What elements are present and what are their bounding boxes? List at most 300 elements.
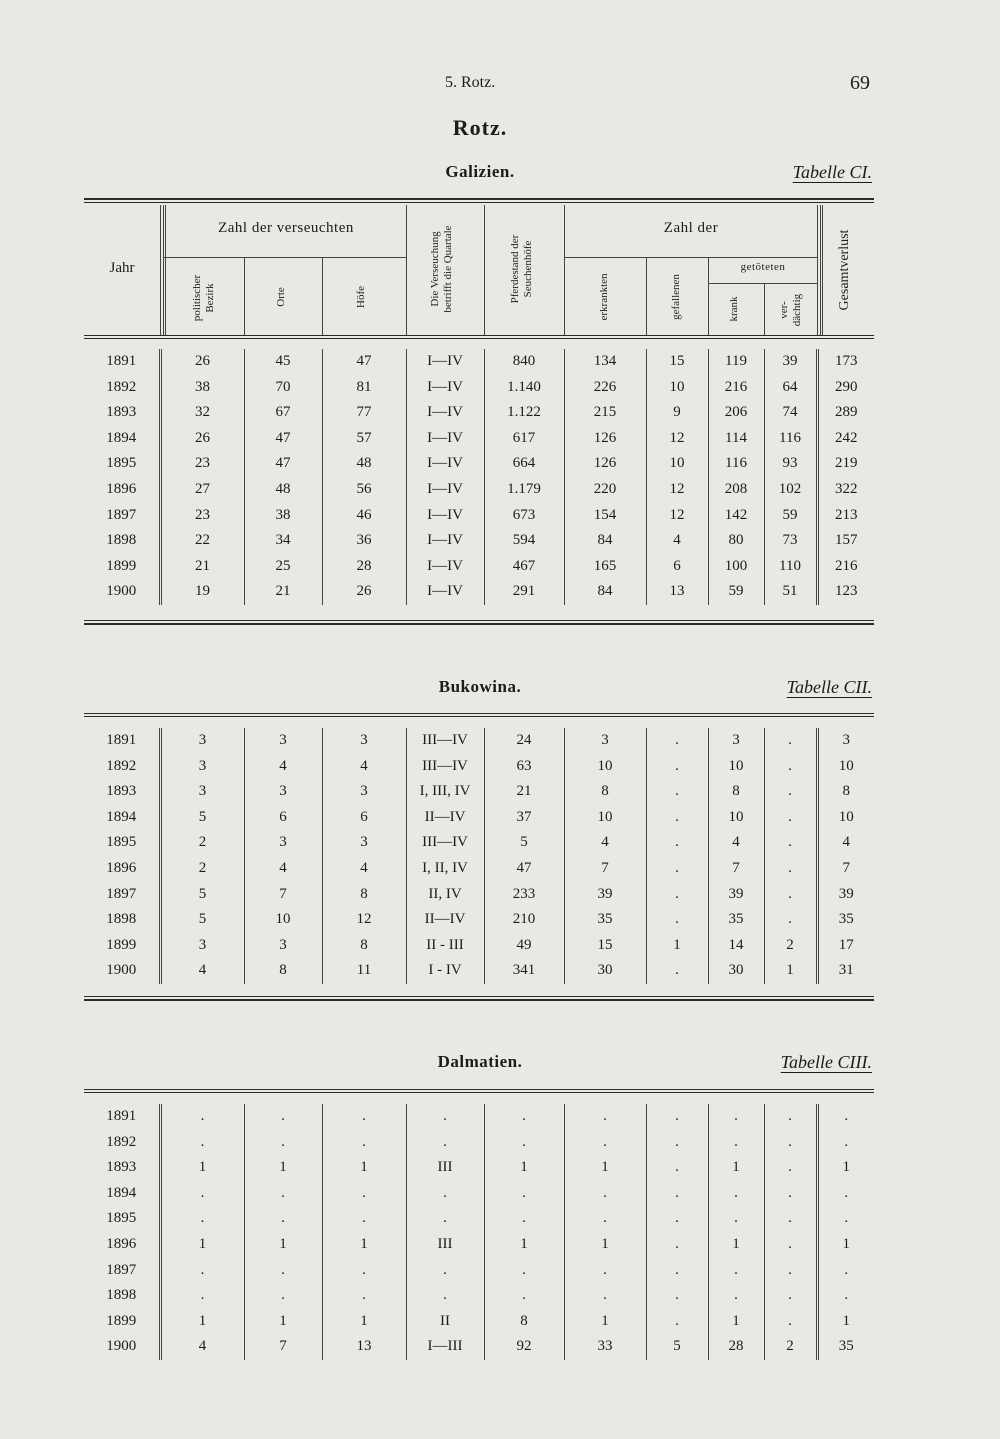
table-cell: . — [322, 1206, 406, 1232]
table-cell: 35 — [817, 1334, 874, 1360]
table-cell: 291 — [484, 579, 564, 605]
table-cell: 1899 — [106, 1312, 137, 1329]
table-cell: 36 — [322, 528, 406, 554]
table-cell: . — [764, 1104, 817, 1130]
table-cell: 617 — [484, 426, 564, 452]
table-cell: 100 — [708, 554, 764, 580]
table-cell: 21 — [160, 554, 244, 580]
table-cell: 2 — [764, 933, 817, 959]
table-cell: . — [244, 1206, 322, 1232]
table-cell: 1 — [322, 1155, 406, 1181]
table-cell: 1 — [160, 1155, 244, 1181]
table-cell: 1897 — [106, 885, 137, 902]
table-cell: . — [646, 754, 708, 780]
table-cell: . — [244, 1258, 322, 1284]
main-title: Rotz. — [452, 115, 508, 140]
col-gesamtverlust: Gesamtverlust — [837, 229, 852, 311]
table-cell: . — [817, 1181, 874, 1207]
table-cell: . — [764, 1258, 817, 1284]
table-row — [84, 1232, 874, 1258]
table-cell: . — [322, 1181, 406, 1207]
table-cell: 206 — [708, 400, 764, 426]
table-cell: 8 — [708, 779, 764, 805]
table-cell: . — [646, 1130, 708, 1156]
table-cell: III—IV — [406, 754, 484, 780]
table-label: Tabelle CI. — [792, 162, 872, 182]
table-cell: 1893 — [106, 783, 137, 800]
table-cell: 4 — [160, 958, 244, 984]
rule — [84, 996, 874, 997]
table-cell: . — [244, 1104, 322, 1130]
table-row — [84, 451, 874, 477]
table-cell: 1899 — [106, 557, 137, 574]
table-cell: 4 — [322, 754, 406, 780]
table-cell: 26 — [322, 579, 406, 605]
table-cell: 213 — [817, 503, 874, 529]
table-cell: 39 — [708, 882, 764, 908]
table-cell: . — [817, 1258, 874, 1284]
table-cell: . — [244, 1181, 322, 1207]
table-cell: . — [406, 1258, 484, 1284]
table-cell: I—IV — [406, 579, 484, 605]
table-cell: 1891 — [106, 732, 137, 748]
table-cell: 13 — [646, 579, 708, 605]
table-cell: 12 — [646, 503, 708, 529]
table-cell: 80 — [708, 528, 764, 554]
table-cell: . — [564, 1206, 646, 1232]
rule — [84, 1089, 874, 1090]
table-cell: 11 — [322, 958, 406, 984]
table-cell: 22 — [160, 528, 244, 554]
table-cell: 10 — [244, 907, 322, 933]
table-cell: 3 — [244, 728, 322, 754]
table-cell: 173 — [817, 349, 874, 375]
table-cell: . — [322, 1104, 406, 1130]
table-row — [84, 503, 874, 529]
table-cell: 7 — [244, 1334, 322, 1360]
data-table-ci — [84, 349, 874, 605]
table-cell: 1.122 — [484, 400, 564, 426]
table-cell: 1 — [708, 1155, 764, 1181]
table-cell: . — [708, 1283, 764, 1309]
table-cell: 8 — [484, 1309, 564, 1335]
table-cell: 1894 — [106, 808, 137, 825]
table-cell: 35 — [564, 907, 646, 933]
table-cell: 220 — [564, 477, 646, 503]
table-cell: 1898 — [106, 1287, 137, 1304]
table-cell: . — [646, 856, 708, 882]
table-cell: III — [406, 1155, 484, 1181]
table-cell: 23 — [160, 503, 244, 529]
table-cell: 51 — [764, 579, 817, 605]
table-cell: II, IV — [406, 882, 484, 908]
table-cell: 673 — [484, 503, 564, 529]
table-cell: . — [322, 1283, 406, 1309]
table-cell: 47 — [244, 426, 322, 452]
table-cell: 10 — [564, 754, 646, 780]
col-hoefe: Höfe — [355, 286, 367, 308]
table-cell: I—IV — [406, 554, 484, 580]
table-cell: . — [646, 882, 708, 908]
table-cell: 4 — [564, 830, 646, 856]
table-cell: 6 — [646, 554, 708, 580]
table-cell: 3 — [160, 933, 244, 959]
table-cell: 2 — [160, 830, 244, 856]
table-cell: 15 — [646, 349, 708, 375]
table-cell: 47 — [244, 451, 322, 477]
table-cell: 116 — [764, 426, 817, 452]
table-cell: . — [764, 728, 817, 754]
table-cell: 123 — [817, 579, 874, 605]
table-cell: I, II, IV — [406, 856, 484, 882]
table-caption-ci — [0, 162, 1000, 186]
table-cell: 92 — [484, 1334, 564, 1360]
table-cell: 10 — [708, 805, 764, 831]
table-cell: . — [406, 1206, 484, 1232]
table-cell: 1900 — [106, 583, 137, 600]
table-row — [84, 830, 874, 856]
table-cell: 1891 — [106, 353, 137, 369]
table-cell: 3 — [244, 933, 322, 959]
table-cell: 1 — [564, 1232, 646, 1258]
table-cell: 39 — [564, 882, 646, 908]
table-cell: . — [646, 805, 708, 831]
table-cell: 4 — [244, 754, 322, 780]
table-cell: . — [406, 1104, 484, 1130]
table-row — [84, 1130, 874, 1156]
table-cell: 3 — [160, 754, 244, 780]
table-cell: 5 — [646, 1334, 708, 1360]
table-cell: 1897 — [106, 1261, 137, 1278]
table-cell: 56 — [322, 477, 406, 503]
table-cell: 142 — [708, 503, 764, 529]
table-cell: 26 — [160, 349, 244, 375]
table-cell: 4 — [708, 830, 764, 856]
table-cell: 216 — [817, 554, 874, 580]
table-cell: 24 — [484, 728, 564, 754]
table-cell: I—III — [406, 1334, 484, 1360]
table-cell: 30 — [708, 958, 764, 984]
table-cell: 1894 — [106, 1184, 137, 1201]
table-caption-ciii — [0, 1052, 1000, 1076]
table-cell: 73 — [764, 528, 817, 554]
rule — [84, 713, 874, 714]
table-cell: 216 — [708, 375, 764, 401]
table-cell: 1895 — [106, 1210, 137, 1227]
table-cell: 12 — [322, 907, 406, 933]
table-cell: 70 — [244, 375, 322, 401]
table-cell: 664 — [484, 451, 564, 477]
table-cell: 1892 — [106, 1133, 137, 1150]
col-orte: Orte — [275, 287, 287, 307]
table-row — [84, 1206, 874, 1232]
table-cell: 1 — [244, 1155, 322, 1181]
table-row — [84, 554, 874, 580]
table-row — [84, 375, 874, 401]
table-row — [84, 1334, 874, 1360]
table-cell: . — [646, 1181, 708, 1207]
table-row — [84, 528, 874, 554]
table-cell: 8 — [244, 958, 322, 984]
table-cell: 46 — [322, 503, 406, 529]
page-header — [0, 72, 1000, 102]
table-cell: 134 — [564, 349, 646, 375]
table-cell: . — [764, 1155, 817, 1181]
table-cell: 48 — [322, 451, 406, 477]
table-cell: 7 — [564, 856, 646, 882]
table-cell: I—IV — [406, 503, 484, 529]
table-cell: 1 — [484, 1232, 564, 1258]
rule — [84, 198, 874, 200]
table-cell: . — [484, 1206, 564, 1232]
col-politischer-bezirk: politischer Bezirk — [191, 274, 216, 322]
table-cell: 33 — [564, 1334, 646, 1360]
table-cell: 2 — [160, 856, 244, 882]
table-cell: 17 — [817, 933, 874, 959]
table-row — [84, 907, 874, 933]
table-cell: . — [322, 1130, 406, 1156]
table-cell: . — [406, 1181, 484, 1207]
table-cell: . — [708, 1181, 764, 1207]
table-cell: 1 — [244, 1309, 322, 1335]
table-cell: 39 — [817, 882, 874, 908]
table-cell: 57 — [322, 426, 406, 452]
table-cell: I, III, IV — [406, 779, 484, 805]
table-label: Tabelle CII. — [786, 677, 872, 697]
col-zahl-der-verseuchten: Zahl der verseuchten — [218, 220, 354, 236]
table-cell: 7 — [708, 856, 764, 882]
table-cell: 6 — [244, 805, 322, 831]
region-title: Galizien. — [445, 162, 515, 181]
table-cell: . — [564, 1130, 646, 1156]
table-cell: 21 — [484, 779, 564, 805]
table-cell: 31 — [817, 958, 874, 984]
table-cell: 1 — [646, 933, 708, 959]
table-row — [84, 1258, 874, 1284]
table-cell: 3 — [160, 728, 244, 754]
table-cell: 5 — [160, 882, 244, 908]
table-cell: 1893 — [106, 404, 137, 421]
table-cell: . — [564, 1258, 646, 1284]
rule — [84, 1092, 874, 1093]
table-cell: . — [708, 1130, 764, 1156]
table-cell: 4 — [817, 830, 874, 856]
table-row — [84, 1104, 874, 1130]
col-jahr: Jahr — [109, 260, 135, 276]
table-row — [84, 779, 874, 805]
chapter-title: 5. Rotz. — [445, 74, 496, 91]
table-cell: 1 — [708, 1232, 764, 1258]
table-cell: 12 — [646, 426, 708, 452]
table-cell: . — [764, 779, 817, 805]
table-cell: 114 — [708, 426, 764, 452]
table-cell: . — [406, 1283, 484, 1309]
table-cell: 59 — [764, 503, 817, 529]
table-cell: 4 — [160, 1334, 244, 1360]
table-cell: 10 — [646, 451, 708, 477]
table-cell: 1899 — [106, 936, 137, 953]
table-row — [84, 882, 874, 908]
table-cell: 1895 — [106, 455, 137, 472]
table-cell: 594 — [484, 528, 564, 554]
table-cell: 1900 — [106, 1338, 137, 1355]
table-cell: . — [646, 1104, 708, 1130]
table-cell: 27 — [160, 477, 244, 503]
table-cell: 1 — [564, 1309, 646, 1335]
table-cell: 21 — [244, 579, 322, 605]
table-cell: . — [646, 1155, 708, 1181]
table-cell: 1896 — [106, 1235, 137, 1252]
table-cell: 47 — [484, 856, 564, 882]
table-cell: . — [708, 1104, 764, 1130]
table-cell: . — [708, 1206, 764, 1232]
table-row — [84, 728, 874, 754]
table-cell: 1 — [244, 1232, 322, 1258]
table-cell: 37 — [484, 805, 564, 831]
table-cell: 1 — [817, 1232, 874, 1258]
table-cell: . — [764, 856, 817, 882]
table-cell: 39 — [764, 349, 817, 375]
rule — [84, 716, 874, 717]
table-cell: . — [564, 1181, 646, 1207]
table-cell: II - III — [406, 933, 484, 959]
table-cell: 126 — [564, 426, 646, 452]
table-row — [84, 1155, 874, 1181]
table-cell: I—IV — [406, 451, 484, 477]
table-cell: 10 — [564, 805, 646, 831]
table-cell: 242 — [817, 426, 874, 452]
table-cell: . — [764, 1206, 817, 1232]
table-cell: I—IV — [406, 375, 484, 401]
table-caption-cii — [0, 677, 1000, 701]
table-cell: . — [646, 728, 708, 754]
table-cell: 14 — [708, 933, 764, 959]
table-cell: 1895 — [106, 834, 137, 851]
table-cell: 64 — [764, 375, 817, 401]
table-cell: 4 — [646, 528, 708, 554]
table-cell: 63 — [484, 754, 564, 780]
table-cell: . — [646, 1283, 708, 1309]
table-cell: . — [764, 882, 817, 908]
table-cell: 208 — [708, 477, 764, 503]
table-cell: 74 — [764, 400, 817, 426]
table-cell: 10 — [646, 375, 708, 401]
table-cell: 3 — [322, 728, 406, 754]
table-cell: . — [764, 1181, 817, 1207]
table-cell: 28 — [322, 554, 406, 580]
data-table-cii — [84, 728, 874, 984]
table-cell: 1897 — [106, 506, 137, 523]
table-cell: 289 — [817, 400, 874, 426]
table-cell: 1.179 — [484, 477, 564, 503]
col-gefallenen: gefallenen — [670, 274, 682, 320]
table-cell: 126 — [564, 451, 646, 477]
table-cell: 19 — [160, 579, 244, 605]
table-cell: . — [764, 830, 817, 856]
table-cell: 1892 — [106, 378, 137, 395]
table-cell: . — [322, 1258, 406, 1284]
table-cell: I—IV — [406, 400, 484, 426]
table-cell: . — [484, 1181, 564, 1207]
table-cell: 9 — [646, 400, 708, 426]
table-row — [84, 754, 874, 780]
table-row — [84, 400, 874, 426]
table-cell: 1896 — [106, 480, 137, 497]
table-cell: 6 — [322, 805, 406, 831]
table-cell: 467 — [484, 554, 564, 580]
table-cell: 81 — [322, 375, 406, 401]
rule — [84, 623, 874, 625]
table-cell: III—IV — [406, 728, 484, 754]
table-cell: 25 — [244, 554, 322, 580]
column-header — [84, 205, 874, 335]
table-cell: II—IV — [406, 805, 484, 831]
table-cell: . — [484, 1104, 564, 1130]
table-cell: 10 — [817, 805, 874, 831]
table-row — [84, 958, 874, 984]
table-cell: 10 — [817, 754, 874, 780]
table-cell: . — [764, 1283, 817, 1309]
table-cell: . — [708, 1258, 764, 1284]
table-cell: 8 — [564, 779, 646, 805]
table-row — [84, 1283, 874, 1309]
table-cell: . — [646, 1206, 708, 1232]
table-cell: . — [160, 1206, 244, 1232]
col-verdaechtig: ver- dächtig — [778, 293, 803, 327]
table-cell: 1898 — [106, 911, 137, 928]
table-cell: . — [406, 1130, 484, 1156]
table-cell: 3 — [322, 830, 406, 856]
table-cell: 322 — [817, 477, 874, 503]
table-cell: . — [764, 805, 817, 831]
col-krank: krank — [728, 296, 740, 322]
region-title: Bukowina. — [438, 677, 522, 696]
table-cell: 1 — [817, 1309, 874, 1335]
table-cell: . — [160, 1130, 244, 1156]
table-cell: . — [160, 1181, 244, 1207]
table-cell: 116 — [708, 451, 764, 477]
table-cell: . — [244, 1130, 322, 1156]
table-row — [84, 349, 874, 375]
table-cell: 1893 — [106, 1159, 137, 1176]
table-cell: 67 — [244, 400, 322, 426]
table-cell: . — [817, 1283, 874, 1309]
table-row — [84, 426, 874, 452]
table-cell: 7 — [244, 882, 322, 908]
table-row — [84, 933, 874, 959]
table-row — [84, 477, 874, 503]
table-cell: . — [646, 1309, 708, 1335]
table-cell: 45 — [244, 349, 322, 375]
table-cell: . — [646, 779, 708, 805]
rule — [84, 999, 874, 1001]
table-cell: . — [160, 1283, 244, 1309]
table-cell: 5 — [484, 830, 564, 856]
region-title: Dalmatien. — [437, 1052, 523, 1071]
table-cell: II—IV — [406, 907, 484, 933]
table-cell: . — [646, 830, 708, 856]
table-cell: 1 — [764, 958, 817, 984]
table-cell: 35 — [817, 907, 874, 933]
table-cell: . — [484, 1283, 564, 1309]
table-cell: 110 — [764, 554, 817, 580]
page-number: 69 — [850, 72, 870, 94]
table-cell: 5 — [160, 907, 244, 933]
table-cell: . — [764, 907, 817, 933]
table-cell: II — [406, 1309, 484, 1335]
table-cell: 23 — [160, 451, 244, 477]
table-cell: 210 — [484, 907, 564, 933]
